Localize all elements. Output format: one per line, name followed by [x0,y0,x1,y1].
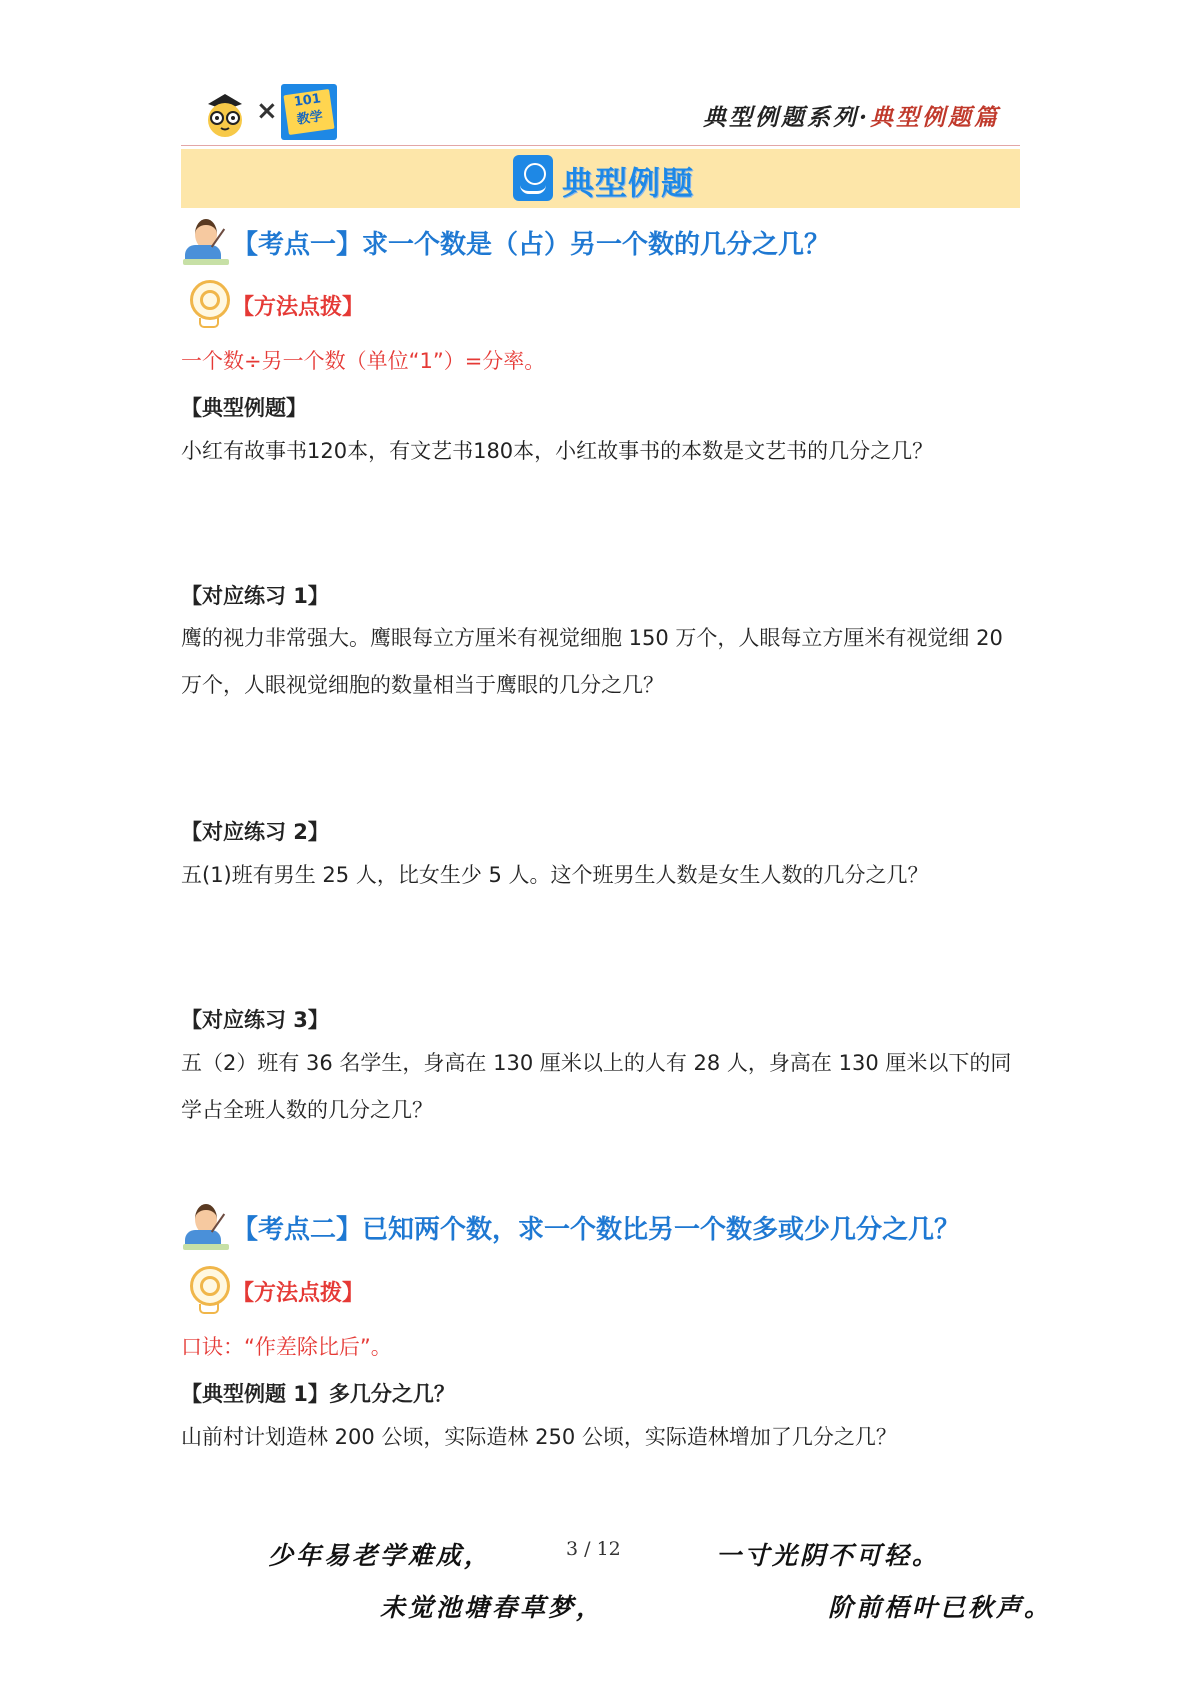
practice-3-label: 【对应练习 3】 [181,1008,329,1032]
poem-line2-left: 未觉池塘春草梦， [380,1593,605,1622]
method-text: 口诀：“作差除比后”。 [181,1335,392,1359]
example-text: 小红有故事书120本，有文艺书180本，小红故事书的本数是文艺书的几分之几？ [181,439,934,463]
logo-separator: × [256,96,278,126]
header-divider [181,145,1020,146]
poem-line1-left: 少年易老学难成， [268,1541,493,1570]
page-number: 3 / 12 [566,1538,621,1560]
logo-text: 101 教学 [283,89,334,135]
banner-title: 典型例题 [562,164,695,202]
kaodian-2-heading: 【考点二】已知两个数，求一个数比另一个数多或少几分之几？ [232,1215,961,1245]
series-title-sub: 典型例题篇 [870,104,1000,131]
poem-line2-right: 阶前梧叶已秋声。 [828,1593,1053,1622]
101-education-logo [281,84,337,140]
practice-2-text: 五(1)班有男生 25 人，比女生少 5 人。这个班男生人数是女生人数的几分之几？ [181,863,929,887]
example-text: 山前村计划造林 200 公顷，实际造林 250 公顷，实际造林增加了几分之几？ [181,1425,897,1449]
practice-1-label: 【对应练习 1】 [181,584,329,608]
teacher-icon [183,217,231,267]
practice-3-text: 五（2）班有 36 名学生，身高在 130 厘米以上的人有 28 人，身高在 130 厘米以下的同学占全班人数的几分之几？ [181,1051,1012,1122]
lightbulb-icon [186,278,230,330]
lightbulb-icon [186,1264,230,1316]
practice-1-text: 鹰的视力非常强大。鹰眼每立方厘米有视觉细胞 150 万个，人眼每立方厘米有视觉细 20 万个，人眼视觉细胞的数量相当于鹰眼的几分之几？ [181,626,1003,697]
poem-line1-right: 一寸光阴不可轻。 [716,1541,941,1570]
owl-logo-icon [200,86,250,138]
example-label: 【典型例题 1】多几分之几？ [181,1382,455,1406]
method-label: 【方法点拨】 [232,295,365,320]
series-title [703,99,1000,132]
method-text: 一个数÷另一个数（单位“1”）=分率。 [181,349,546,373]
teacher-icon [183,1202,231,1252]
method-label: 【方法点拨】 [232,1281,365,1306]
series-title-main: 典型例题系列· [702,104,870,131]
heart-hand-icon [513,155,553,201]
practice-2-label: 【对应练习 2】 [181,820,329,844]
kaodian-1-heading: 【考点一】求一个数是（占）另一个数的几分之几？ [232,230,831,260]
example-label: 【典型例题】 [181,396,307,420]
